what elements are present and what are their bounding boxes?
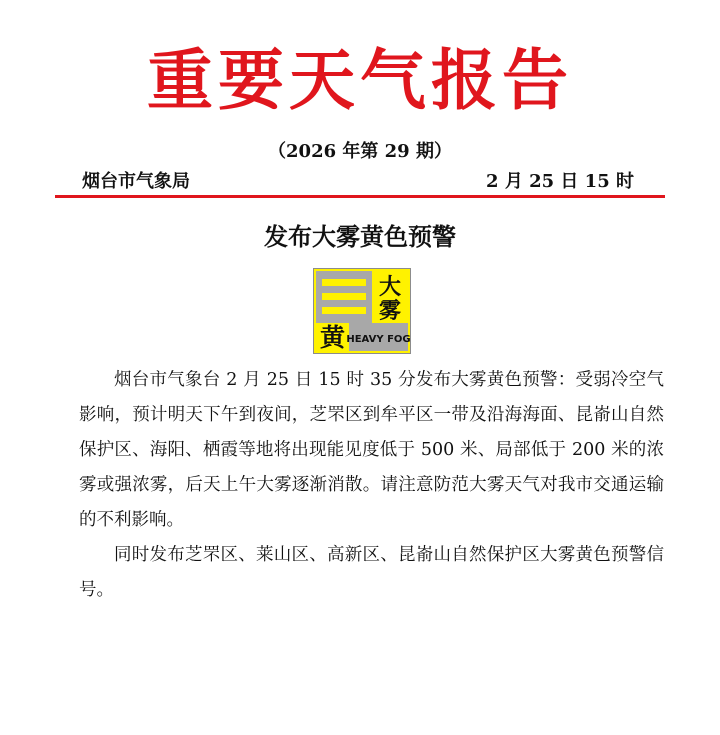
- signal-char-fog: 雾: [378, 299, 402, 324]
- red-divider: [55, 195, 665, 198]
- body-paragraph: 同时发布芝罘区、莱山区、高新区、昆嵛山自然保护区大雾黄色预警信号。: [79, 545, 664, 600]
- issue-date: 2 月 25 日 15 时: [486, 171, 634, 192]
- signal-char-yellow: 黄: [319, 323, 346, 352]
- body-paragraph: 烟台市气象台 2 月 25 日 15 时 35 分发布大雾黄色预警：受弱冷空气影响，预计明天下午到夜间，芝罘区到牟平区一带及沿海海面、昆嵛山自然保护区、海阳、栖霞等地将出现能见度低于 500 米、局部低于 200 米的浓雾或强浓雾，后天上午大雾逐渐消散。请注意防范大雾天气对我市交通运输的不利影响。: [79, 370, 664, 530]
- warning-body: [79, 363, 664, 608]
- report-title: 重要天气报告: [147, 41, 573, 119]
- warning-headline: 发布大雾黄色预警: [264, 223, 456, 251]
- meta-row: [82, 170, 634, 194]
- signal-english-label: HEAVY FOG: [346, 334, 411, 345]
- issue-number: （2026 年第 29 期）: [268, 141, 452, 162]
- heavy-fog-yellow-warning-icon: [313, 268, 411, 354]
- issuing-organization: 烟台市气象局: [82, 171, 190, 192]
- signal-char-large: 大: [378, 275, 402, 300]
